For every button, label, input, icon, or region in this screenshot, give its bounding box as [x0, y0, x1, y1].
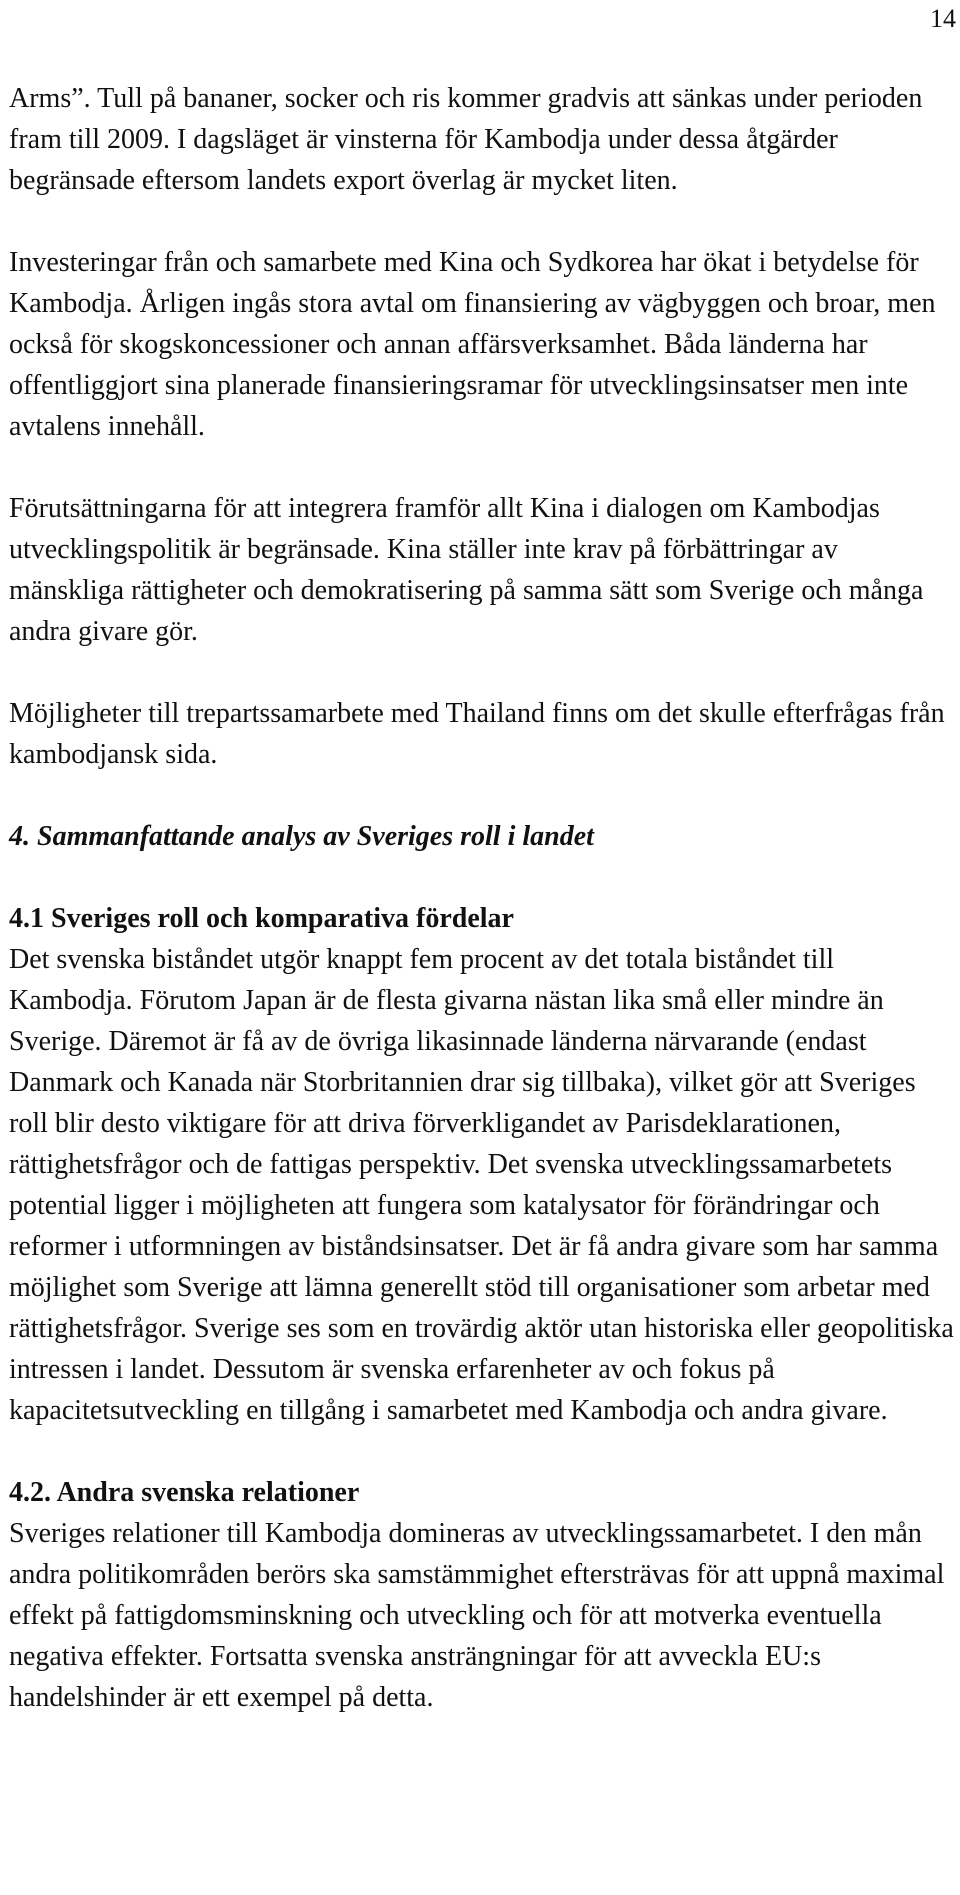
section-4-heading: 4. Sammanfattande analys av Sveriges roll i landet — [9, 821, 594, 852]
document-body — [9, 78, 954, 1718]
paragraph-china-dialogue: Förutsättningarna för att integrera framför allt Kina i dialogen om Kambodjas utvecklingspolitik är begränsade. Kina ställer inte krav på förbättringar av mänskliga rättigheter och demokratisering på samma sätt som Sverige och många andra givare gör. — [9, 493, 924, 647]
section-4-2-heading: 4.2. Andra svenska relationer — [9, 1477, 360, 1508]
paragraph-trade-tariffs: Arms”. Tull på bananer, socker och ris kommer gradvis att sänkas under perioden fram till 2009. I dagsläget är vinsterna för Kambodja under dessa åtgärder begränsade eftersom landets export överlag är mycket liten. — [9, 83, 923, 196]
section-4-1-heading: 4.1 Sveriges roll och komparativa fördelar — [9, 903, 514, 934]
page-number: 14 — [930, 4, 956, 33]
section-4-1-body: Det svenska biståndet utgör knappt fem procent av det totala biståndet till Kambodja. Förutom Japan är de flesta givarna nästan lika små eller mindre än Sverige. Däremot är få av de övriga likasinnade länderna närvarande (endast Danmark och Kanada när Storbritannien drar sig tillbaka), vilket gör att Sveriges roll blir desto viktigare för att driva förverkligandet av Parisdeklarationen, rättighetsfrågor och de fattigas perspektiv. Det svenska utvecklingssamarbetets potential ligger i möjligheten att fungera som katalysator för förändringar och reformer i utformningen av biståndsinsatser. Det är få andra givare som har samma möjlighet som Sverige att lämna generellt stöd till organisationer som arbetar med rättighetsfrågor. Sverige ses som en trovärdig aktör utan historiska eller geopolitiska intressen i landet. Dessutom är svenska erfarenheter av och fokus på kapacitetsutveckling en tillgång i samarbetet med Kambodja och andra givare. — [9, 944, 954, 1426]
section-4-2-body: Sveriges relationer till Kambodja domineras av utvecklingssamarbetet. I den mån andra politikområden berörs ska samstämmighet eftersträvas för att uppnå maximal effekt på fattigdomsminskning och utveckling och för att motverka eventuella negativa effekter. Fortsatta svenska ansträngningar för att avveckla EU:s handelshinder är ett exempel på detta. — [9, 1518, 945, 1713]
paragraph-thailand-cooperation: Möjligheter till trepartssamarbete med Thailand finns om det skulle efterfrågas från kambodjansk sida. — [9, 698, 945, 770]
paragraph-investments-china-korea: Investeringar från och samarbete med Kina och Sydkorea har ökat i betydelse för Kambodja. Årligen ingås stora avtal om finansiering av vägbyggen och broar, men också för skogskoncessioner och annan affärsverksamhet. Båda länderna har offentliggjort sina planerade finansieringsramar för utvecklingsinsatser men inte avtalens innehåll. — [9, 247, 936, 442]
